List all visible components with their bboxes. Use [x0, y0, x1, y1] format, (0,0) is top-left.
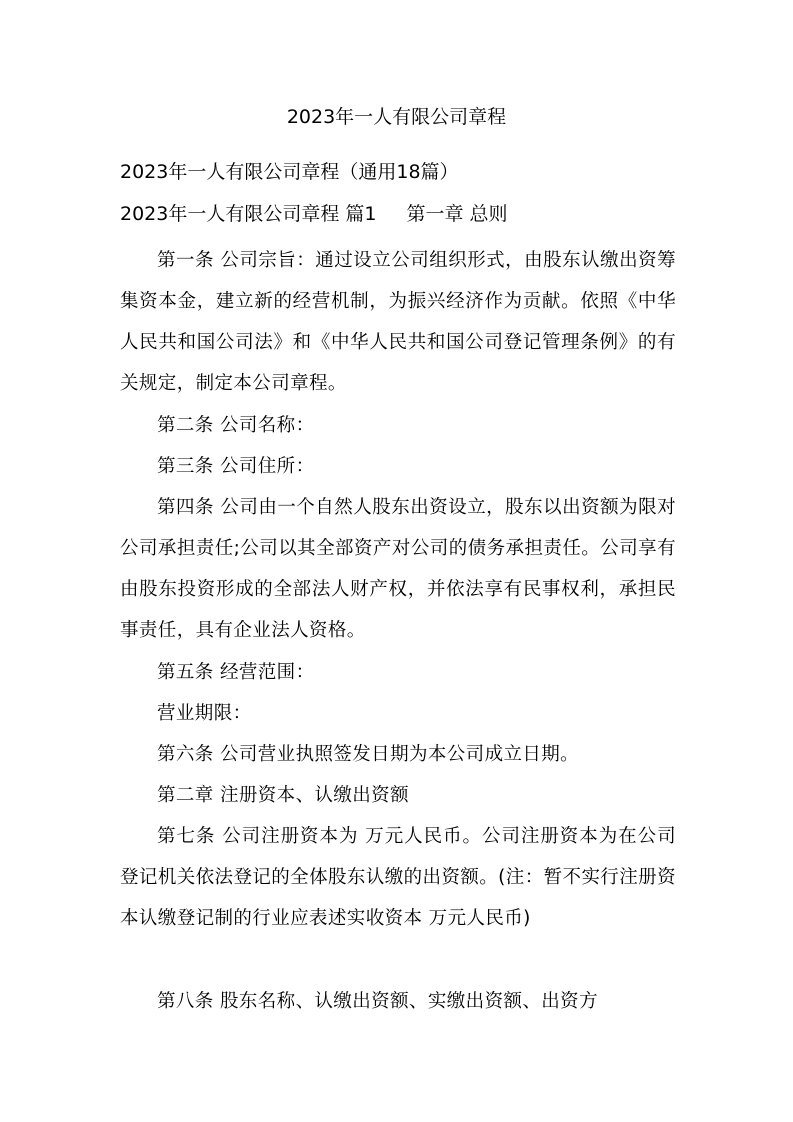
paragraph-article-5: 第五条 经营范围：	[157, 662, 315, 683]
section-heading-article: 2023年一人有限公司章程 篇1	[120, 203, 377, 225]
paragraph-article-7: 第七条 公司注册资本为 万元人民币。公司注册资本为在公司登记机关依法登记的全体股东认缴的出资额。(注：暂不实行注册资本认缴登记制的行业应表述实收资本 万元人民币)	[120, 826, 676, 929]
paragraph-article-3: 第三条 公司住所：	[157, 456, 315, 477]
chapter-2-heading: 第二章 注册资本、认缴出资额	[157, 785, 409, 806]
section-heading	[120, 200, 508, 228]
section-heading-chapter: 第一章 总则	[406, 203, 508, 225]
paragraph-business-term: 营业期限：	[157, 703, 252, 724]
paragraph-article-1: 第一条 公司宗旨：通过设立公司组织形式，由股东认缴出资筹集资本金，建立新的经营机制，为振兴经济作为贡献。依照《中华人民共和国公司法》和《中华人民共和国公司登记管理条例》的有关规定，制定本公司章程。	[120, 250, 676, 394]
paragraph-article-6: 第六条 公司营业执照签发日期为本公司成立日期。	[157, 744, 580, 765]
paragraph-article-8: 第八条 股东名称、认缴出资额、实缴出资额、出资方	[157, 991, 598, 1012]
document-title: 2023年一人有限公司章程	[286, 106, 507, 128]
paragraph-article-2: 第二条 公司名称：	[157, 415, 315, 436]
paragraph-article-4: 第四条 公司由一个自然人股东出资设立，股东以出资额为限对公司承担责任;公司以其全部资产对公司的债务承担责任。公司享有由股东投资形成的全部法人财产权，并依法享有民事权利，承担民事责任，具有企业法人资格。	[120, 497, 676, 641]
document-subtitle: 2023年一人有限公司章程（通用18篇）	[120, 161, 459, 183]
